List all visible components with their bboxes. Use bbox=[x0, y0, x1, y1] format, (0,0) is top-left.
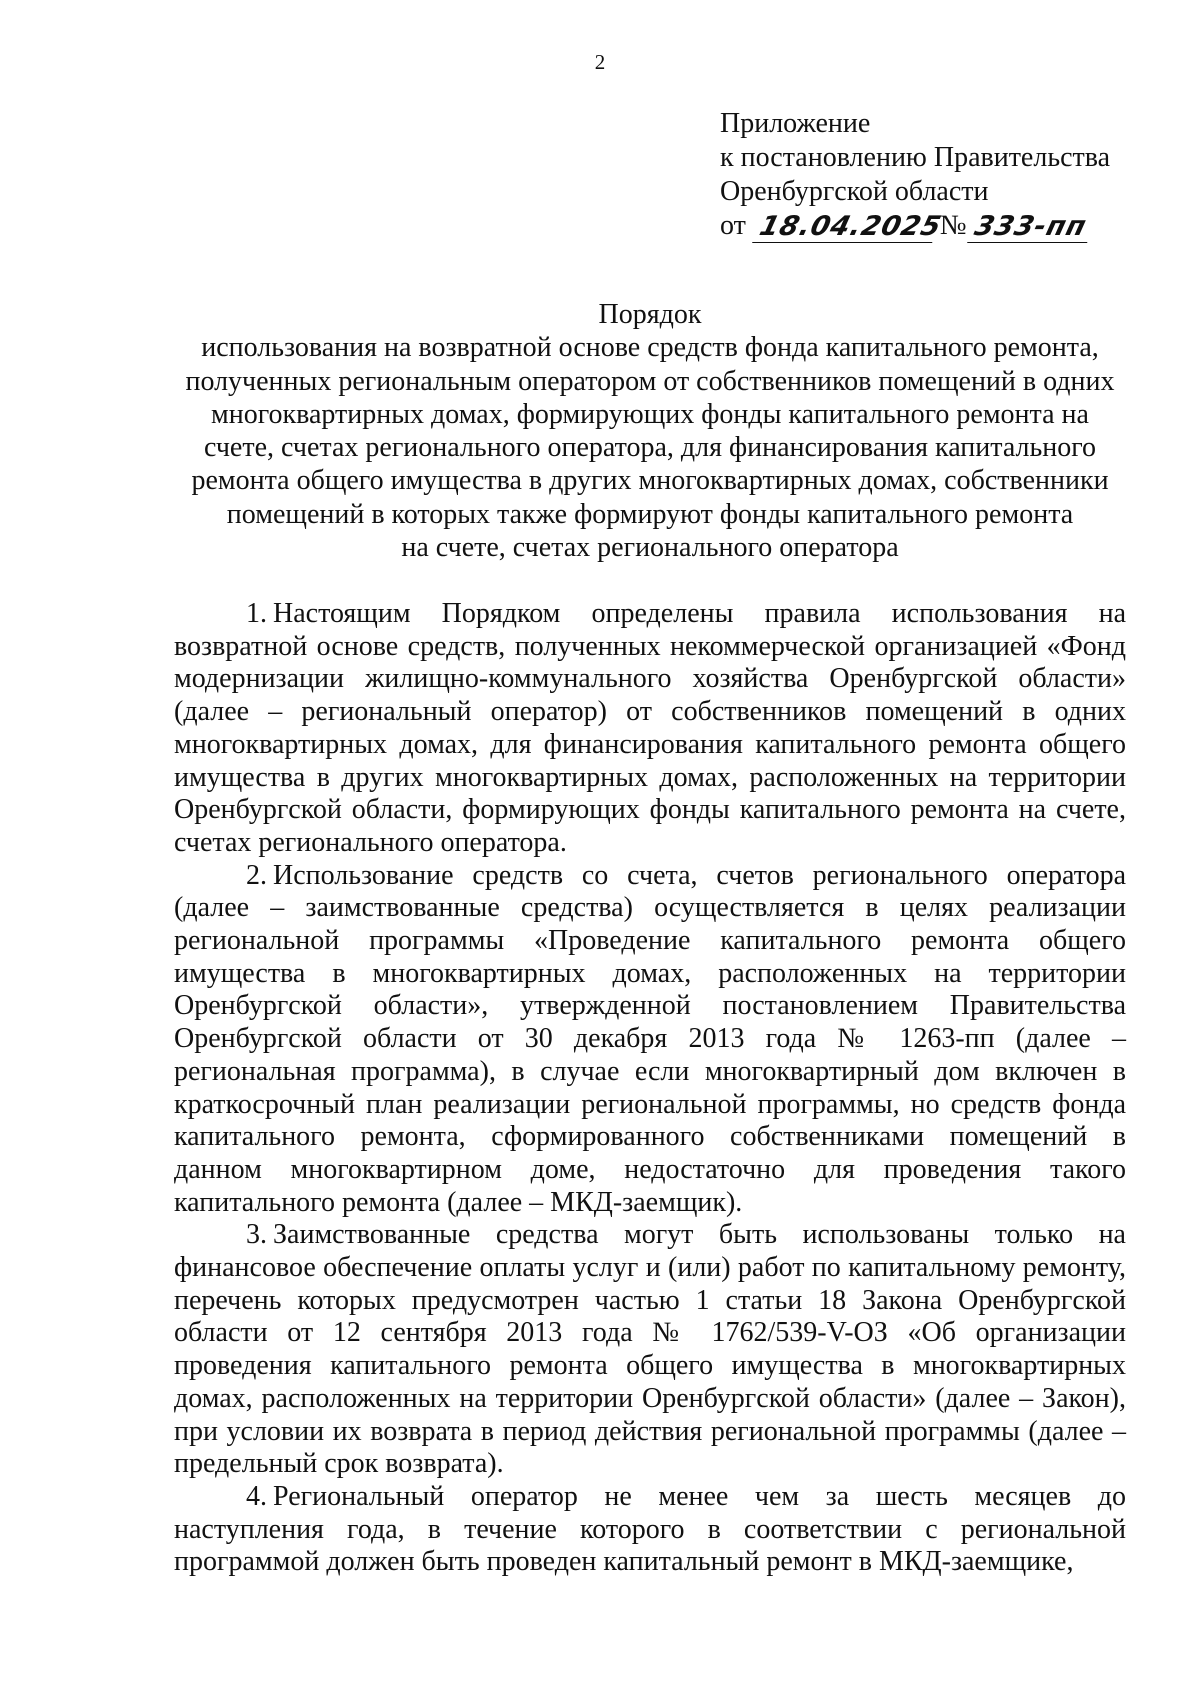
title-line: счете, счетах регионального оператора, для финансирования капитального bbox=[203, 432, 1097, 464]
paragraph-text: Настоящим Порядком определены правила использования на возвратной основе средств, полученных некоммерческой организацией «Фонд модернизации жилищно-коммунального хозяйства Оренбургской области» (далее – региональный оператор) от собственников помещений в одних многоквартирных домах, для финансирования капитального ремонта общего имущества в других многоквартирных домах, расположенных на территории Оренбургской области, формирующих фонды капитального ремонта на счете, счетах регионального оператора. bbox=[174, 598, 1126, 858]
number-sign: № bbox=[939, 210, 967, 241]
appendix-title: Приложение bbox=[720, 108, 871, 139]
paragraph-4 bbox=[174, 1481, 1126, 1579]
document-title bbox=[170, 298, 1130, 564]
paragraph-3 bbox=[174, 1219, 1126, 1481]
paragraph-text: Заимствованные средства могут быть использованы только на финансовое обеспечение оплаты услуг и (или) работ по капитальному ремонту, перечень которых предусмотрен частью 1 статьи 18 Закона Оренбургской области от 12 сентября 2013 года № 1762/539-V-ОЗ «Об организации проведения капитального ремонта общего имущества в многоквартирных домах, расположенных на территории Оренбургской области» (далее – Закон), при условии их возврата в период действия региональной программы (далее – предельный срок возврата). bbox=[174, 1219, 1126, 1480]
paragraph-text: Региональный оператор не менее чем за шесть месяцев до наступления года, в течение которого в соответствии с региональной программой должен быть проведен капитальный ремонт в МКД-заемщике, bbox=[174, 1480, 1126, 1578]
title-heading: Порядок bbox=[598, 299, 702, 330]
paragraph-number: 2. bbox=[246, 859, 267, 891]
paragraph-number: 4. bbox=[246, 1480, 267, 1512]
appendix-block bbox=[720, 107, 1180, 243]
paragraph-1 bbox=[174, 598, 1126, 860]
page-number: 2 bbox=[594, 50, 606, 74]
appendix-to-resolution: к постановлению Правительства bbox=[720, 142, 1111, 173]
title-line: использования на возвратной основе средств фонда капитального ремонта, bbox=[201, 332, 1099, 364]
handwritten-date: 18.04.2025 bbox=[752, 212, 940, 243]
title-line: многоквартирных домах, формирующих фонды капитального ремонта на bbox=[211, 398, 1089, 430]
title-line: ремонта общего имущества в других многоквартирных домах, собственники bbox=[191, 465, 1109, 497]
appendix-date-number-line bbox=[720, 209, 1180, 243]
document-body bbox=[174, 598, 1126, 1579]
appendix-region: Оренбургской области bbox=[720, 176, 989, 207]
paragraph-text: Использование средств со счета, счетов регионального оператора (далее – заимствованные средства) осуществляется в целях реализации региональной программы «Проведение капитального ремонта общего имущества в многоквартирных домах, расположенных на территории Оренбургской области», утвержденной постановлением Правительства Оренбургской области от 30 декабря 2013 года № 1263-пп (далее – региональная программа), в случае если многоквартирный дом включен в краткосрочный план реализации региональной программы, но средств фонда капитального ремонта, сформированного собственниками помещений в данном многоквартирном доме, недостаточно для проведения такого капитального ремонта (далее – МКД-заемщик). bbox=[174, 859, 1126, 1218]
handwritten-number: 333-пп bbox=[967, 212, 1095, 243]
date-prefix: от bbox=[720, 210, 746, 241]
title-line: полученных региональным оператором от собственников помещений в одних bbox=[185, 365, 1115, 397]
title-line: помещений в которых также формируют фонды капитального ремонта bbox=[226, 498, 1074, 530]
paragraph-2 bbox=[174, 860, 1126, 1220]
paragraph-number: 1. bbox=[246, 598, 267, 629]
paragraph-number: 3. bbox=[246, 1219, 267, 1251]
title-line: на счете, счетах регионального оператора bbox=[401, 532, 899, 564]
